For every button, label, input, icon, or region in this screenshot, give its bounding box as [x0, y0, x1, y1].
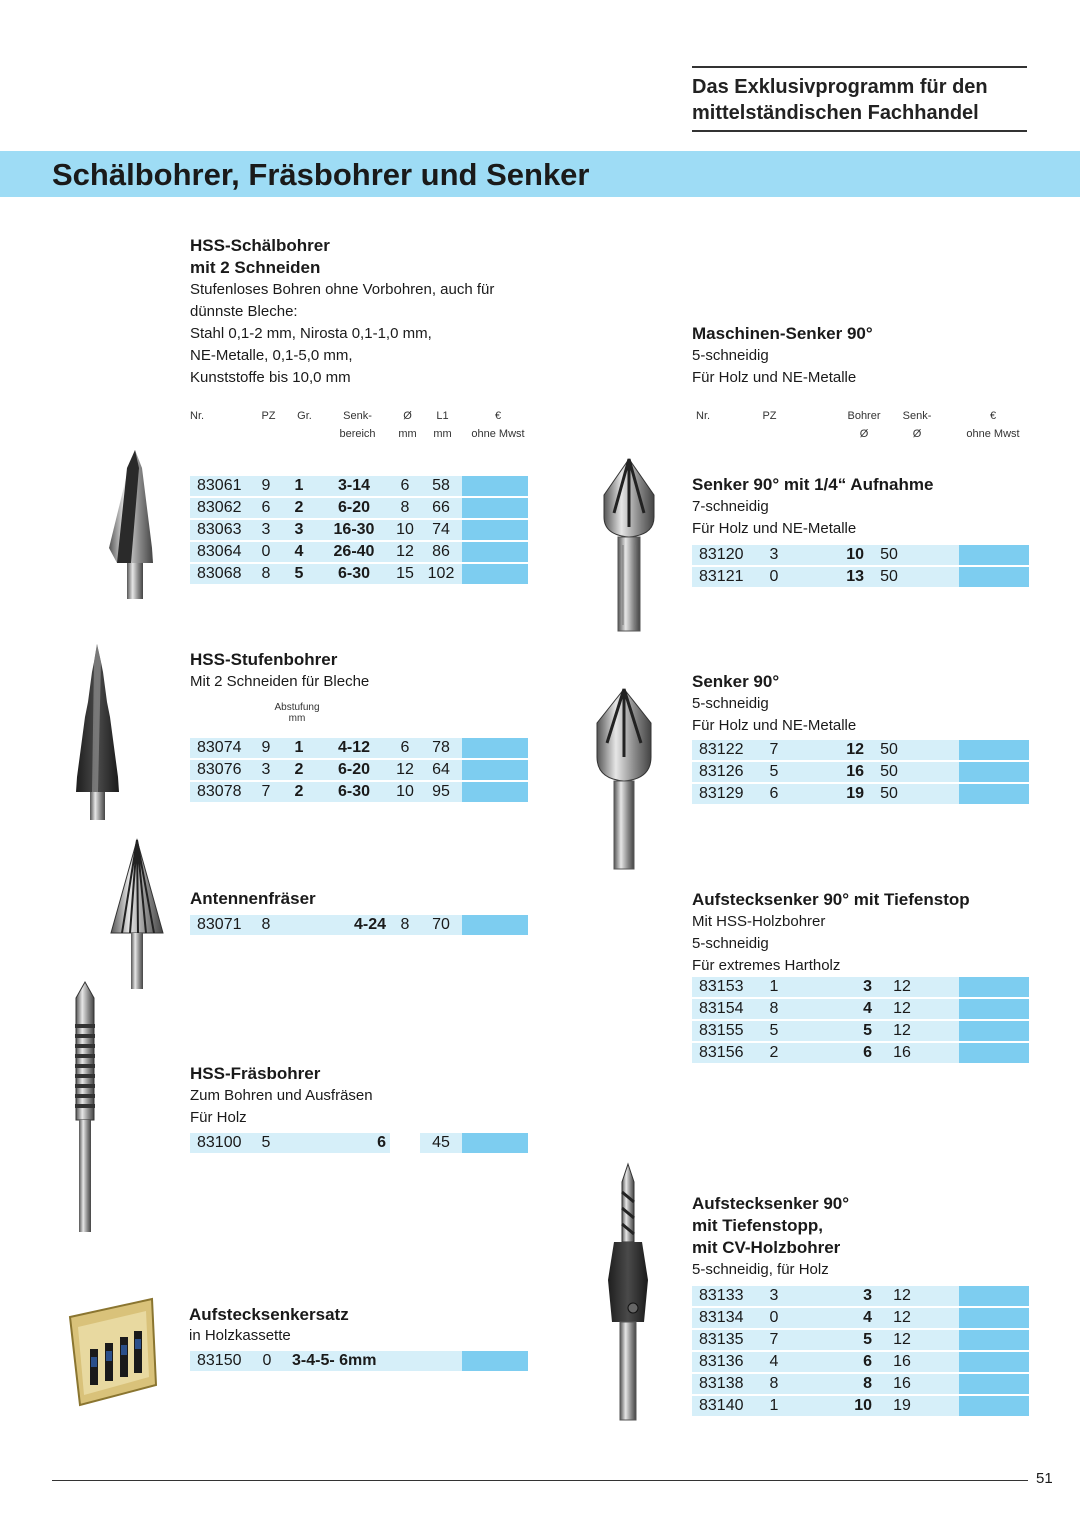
cell-diameter: [390, 1133, 420, 1153]
cell-pz: 5: [252, 1133, 280, 1153]
section-title: Aufstecksenkersatz: [189, 1305, 349, 1324]
cell-diameter: 6: [390, 738, 420, 758]
table-row: [692, 740, 1029, 760]
tagline-line-2: mittelständischen Fachhandel: [692, 102, 979, 124]
cell-price: [959, 740, 1029, 760]
table-row: [190, 760, 528, 780]
cell-pz: 8: [754, 1374, 794, 1394]
cell-empty: [932, 1043, 959, 1063]
desc-line: Mit HSS-Holzbohrer: [692, 913, 826, 930]
header-pz: PZ: [261, 410, 276, 422]
cell-senk-diameter: 16: [872, 1043, 932, 1063]
cell-range: 3-14: [318, 476, 390, 496]
cell-pz: 5: [754, 1021, 794, 1041]
cell-price: [959, 1021, 1029, 1041]
cell-range: 4-24: [318, 915, 390, 935]
footer-rule: [52, 1480, 1028, 1481]
section-fraesbohrer: [190, 1063, 530, 1129]
cell-diameter: 10: [390, 520, 420, 540]
cell-pz: 7: [754, 740, 794, 760]
table-row: [692, 999, 1029, 1019]
cell-length: 50: [864, 762, 914, 782]
table-row: [190, 1351, 528, 1371]
cell-range: 16-30: [318, 520, 390, 540]
cell-length: 50: [864, 545, 914, 565]
header-senk-bereich: bereich: [339, 428, 376, 440]
desc-line: Für extremes Hartholz: [692, 957, 841, 974]
cell-diameter: 10: [390, 782, 420, 802]
cell-length: 45: [420, 1133, 462, 1153]
cell-bohrer-diameter: 6: [794, 1352, 872, 1372]
desc-line: Stahl 0,1-2 mm, Nirosta 0,1-1,0 mm,: [190, 325, 432, 342]
cell-price: [959, 1396, 1029, 1416]
table-row: [190, 564, 528, 584]
senker90-image: [593, 687, 655, 872]
table-row: [692, 1396, 1029, 1416]
cell-bohrer-diameter: 8: [794, 1374, 872, 1394]
header-euro-note: ohne Mwst: [966, 428, 1020, 440]
cell-price: [462, 476, 528, 496]
cell-empty: [914, 762, 959, 782]
cell-length: 50: [864, 567, 914, 587]
cell-length: 86: [420, 542, 462, 562]
cell-empty: [932, 977, 959, 997]
cell-sizes: 3-4-5- 6mm: [282, 1351, 462, 1371]
cell-nr: 83062: [190, 498, 252, 518]
section-description: [692, 693, 1032, 737]
cell-gr: 2: [280, 782, 318, 802]
cell-empty: [932, 999, 959, 1019]
cell-pz: 3: [754, 545, 794, 565]
cell-nr: 83138: [692, 1374, 754, 1394]
cell-pz: 6: [252, 498, 280, 518]
cell-length: 70: [420, 915, 462, 935]
cell-bohrer-diameter: 3: [794, 1286, 872, 1306]
cell-gr: 2: [280, 760, 318, 780]
cell-pz: 9: [252, 738, 280, 758]
header-l1-unit: mm: [433, 428, 452, 440]
cell-price: [959, 977, 1029, 997]
cell-price: [462, 564, 528, 584]
cell-senk-diameter: 10: [794, 545, 864, 565]
section-cv-holzbohrer: [692, 1193, 1032, 1281]
cell-senk-diameter: 19: [794, 784, 864, 804]
page-number: 51: [1036, 1470, 1053, 1487]
desc-line: NE-Metalle, 0,1-5,0 mm,: [190, 347, 353, 364]
page-title: Schälbohrer, Fräsbohrer und Senker: [52, 157, 590, 192]
aufstecksenkersatz-image: [60, 1297, 160, 1407]
cell-empty: [914, 567, 959, 587]
section-title: [692, 1193, 1032, 1259]
cell-pz: 5: [754, 762, 794, 782]
section-title: Antennenfräser: [190, 889, 316, 908]
desc-line: 5-schneidig: [692, 695, 769, 712]
fraesbohrer-image: [70, 980, 100, 1235]
cell-length: 58: [420, 476, 462, 496]
cell-range: 6-20: [318, 498, 390, 518]
table-row: [692, 977, 1029, 997]
table-row: [190, 738, 528, 758]
table-aufstecksenkersatz: [190, 1349, 528, 1373]
cv-holzbohrer-image: [600, 1162, 658, 1424]
cell-length: 95: [420, 782, 462, 802]
cell-pz: 3: [252, 520, 280, 540]
cell-empty: [932, 1396, 959, 1416]
section-description: Mit 2 Schneiden für Bleche: [190, 673, 370, 690]
cell-gr: 1: [280, 476, 318, 496]
cell-nr: 83122: [692, 740, 754, 760]
cell-pz: 8: [252, 564, 280, 584]
table-tiefenstop: [692, 975, 1029, 1065]
cell-pz: 9: [252, 476, 280, 496]
cell-nr: 83134: [692, 1308, 754, 1328]
cell-price: [959, 1352, 1029, 1372]
section-tiefenstop: [692, 889, 1032, 977]
desc-line: dünnste Bleche:: [190, 303, 298, 320]
cell-price: [462, 1133, 528, 1153]
cell-pz: 3: [754, 1286, 794, 1306]
cell-nr: 83155: [692, 1021, 754, 1041]
cell-price: [462, 782, 528, 802]
cell-length: 50: [864, 784, 914, 804]
table-row: [692, 762, 1029, 782]
cell-nr: 83154: [692, 999, 754, 1019]
cell-nr: 83135: [692, 1330, 754, 1350]
cell-nr: 83064: [190, 542, 252, 562]
table-row: [692, 1330, 1029, 1350]
header-senk-diameter: Ø: [912, 428, 922, 440]
cell-pz: 2: [754, 1043, 794, 1063]
header-l1: L1: [436, 410, 449, 422]
desc-line: 5-schneidig: [692, 347, 769, 364]
cell-diameter: 8: [390, 498, 420, 518]
section-title: Senker 90°: [692, 672, 780, 691]
cell-nr: 83076: [190, 760, 252, 780]
table-senker90: [692, 738, 1029, 806]
cell-gr: 3: [280, 520, 318, 540]
cell-pz: 0: [252, 1351, 282, 1371]
cell-gr: 4: [280, 542, 318, 562]
cell-pz: 1: [754, 977, 794, 997]
cell-pz: 0: [754, 1308, 794, 1328]
cell-length: 102: [420, 564, 462, 584]
section-maschinen-senker: [692, 323, 1032, 389]
cell-pz: 1: [754, 1396, 794, 1416]
cell-nr: 83129: [692, 784, 754, 804]
cell-pz: 7: [252, 782, 280, 802]
section-title: Aufstecksenker 90° mit Tiefenstop: [692, 890, 970, 909]
cell-range: 4-12: [318, 738, 390, 758]
table-row: [190, 915, 528, 935]
cell-diameter: 15: [390, 564, 420, 584]
header-euro-note: ohne Mwst: [471, 428, 525, 440]
table-row: [692, 1308, 1029, 1328]
table-fraesbohrer: [190, 1131, 528, 1155]
header-euro: €: [989, 410, 997, 422]
section-description: [190, 1085, 530, 1129]
cell-diameter: 6: [390, 476, 420, 496]
senker-quarter-image: [600, 455, 658, 635]
cell-nr: 83068: [190, 564, 252, 584]
desc-line: Kunststoffe bis 10,0 mm: [190, 369, 351, 386]
cell-price: [462, 1351, 528, 1371]
cell-senk-diameter: 13: [794, 567, 864, 587]
cell-empty: [932, 1286, 959, 1306]
desc-line: Für Holz: [190, 1109, 247, 1126]
table-row: [692, 567, 1029, 587]
stufenbohrer-image: [70, 642, 125, 822]
table-row: [692, 784, 1029, 804]
section-senker90: [692, 671, 1032, 737]
header-gr: Gr.: [297, 410, 312, 422]
section-description: [692, 345, 1032, 389]
table-row: [692, 1043, 1029, 1063]
stufen-subheader: [262, 702, 332, 724]
cell-price: [959, 1374, 1029, 1394]
subheader-line: mm: [288, 713, 306, 724]
header-tagline: [692, 66, 1027, 132]
table-antennenfraeser: [190, 913, 528, 937]
cell-bohrer-diameter: 3: [794, 977, 872, 997]
cell-pz: 3: [252, 760, 280, 780]
cell-price: [959, 1330, 1029, 1350]
cell-senk-diameter: 12: [872, 1308, 932, 1328]
cell-pz: 7: [754, 1330, 794, 1350]
title-line: HSS-Schälbohrer: [190, 236, 330, 255]
cell-price: [959, 545, 1029, 565]
cell-bohrer-diameter: 10: [794, 1396, 872, 1416]
cell-price: [462, 542, 528, 562]
cell-nr: 83156: [692, 1043, 754, 1063]
cell-diameter: 8: [390, 915, 420, 935]
left-table-header: [190, 410, 530, 444]
title-line: mit 2 Schneiden: [190, 258, 321, 277]
cell-senk-diameter: 12: [794, 740, 864, 760]
header-diameter-unit: mm: [398, 428, 417, 440]
table-row: [692, 1374, 1029, 1394]
cell-senk-diameter: 12: [872, 977, 932, 997]
section-aufstecksenkersatz: [189, 1304, 529, 1346]
table-schaelbohrer: [190, 474, 528, 586]
cell-bohrer-diameter: 5: [794, 1021, 872, 1041]
title-line: mit Tiefenstopp,: [692, 1216, 823, 1235]
section-description: [692, 496, 1032, 540]
cell-price: [959, 1043, 1029, 1063]
table-row: [190, 542, 528, 562]
cell-diameter: 12: [390, 760, 420, 780]
title-line: mit CV-Holzbohrer: [692, 1238, 841, 1257]
cell-range: 6: [318, 1133, 390, 1153]
desc-line: Für Holz und NE-Metalle: [692, 369, 857, 386]
cell-diameter: 12: [390, 542, 420, 562]
section-description: [190, 279, 530, 389]
section-description: 5-schneidig, für Holz: [692, 1261, 829, 1278]
header-bohrer-diameter: Ø: [859, 428, 869, 440]
cell-bohrer-diameter: 4: [794, 999, 872, 1019]
cell-pz: 0: [252, 542, 280, 562]
subheader-line: Abstufung: [274, 702, 320, 713]
cell-price: [959, 1286, 1029, 1306]
cell-length: 74: [420, 520, 462, 540]
header-diameter: Ø: [403, 410, 412, 422]
table-row: [190, 476, 528, 496]
cell-nr: 83120: [692, 545, 754, 565]
section-schaelbohrer: [190, 235, 530, 389]
antennenfraeser-image: [108, 838, 166, 993]
cell-price: [959, 762, 1029, 782]
cell-senk-diameter: 19: [872, 1396, 932, 1416]
cell-nr: 83133: [692, 1286, 754, 1306]
cell-range: 6-30: [318, 782, 390, 802]
cell-nr: 83121: [692, 567, 754, 587]
tagline-line-1: Das Exklusivprogramm für den: [692, 76, 988, 98]
desc-line: Zum Bohren und Ausfräsen: [190, 1087, 373, 1104]
table-row: [692, 1352, 1029, 1372]
cell-senk-diameter: 12: [872, 1330, 932, 1350]
cell-price: [959, 567, 1029, 587]
cell-pz: 6: [754, 784, 794, 804]
cell-nr: 83074: [190, 738, 252, 758]
section-antennenfraeser: [190, 888, 530, 910]
header-pz: PZ: [762, 410, 777, 422]
desc-line: 7-schneidig: [692, 498, 769, 515]
section-description: [692, 911, 1032, 977]
header-nr: Nr.: [696, 410, 711, 422]
cell-price: [959, 999, 1029, 1019]
cell-senk-diameter: 12: [872, 999, 932, 1019]
table-row: [190, 498, 528, 518]
cell-price: [462, 760, 528, 780]
table-row: [190, 782, 528, 802]
cell-empty: [932, 1352, 959, 1372]
cell-gr: 1: [280, 738, 318, 758]
cell-nr: 83140: [692, 1396, 754, 1416]
cell-senk-diameter: 12: [872, 1021, 932, 1041]
cell-empty: [932, 1308, 959, 1328]
cell-gr: [280, 915, 318, 935]
desc-line: Für Holz und NE-Metalle: [692, 520, 857, 537]
cell-nr: 83071: [190, 915, 252, 935]
cell-bohrer-diameter: 5: [794, 1330, 872, 1350]
cell-nr: 83150: [190, 1351, 252, 1371]
cell-pz: 4: [754, 1352, 794, 1372]
table-row: [692, 545, 1029, 565]
cell-bohrer-diameter: 6: [794, 1043, 872, 1063]
cell-pz: 8: [754, 999, 794, 1019]
section-stufenbohrer: [190, 649, 530, 693]
schaelbohrer-image: [105, 448, 165, 603]
cell-nr: 83061: [190, 476, 252, 496]
section-title: HSS-Stufenbohrer: [190, 650, 338, 669]
right-table-header: [692, 410, 1032, 444]
cell-nr: 83126: [692, 762, 754, 782]
cell-range: 6-20: [318, 760, 390, 780]
header-nr: Nr.: [190, 410, 205, 422]
desc-line: 5-schneidig: [692, 935, 769, 952]
desc-line: Für Holz und NE-Metalle: [692, 717, 857, 734]
table-row: [692, 1286, 1029, 1306]
cell-nr: 83100: [190, 1133, 252, 1153]
cell-length: 64: [420, 760, 462, 780]
cell-empty: [914, 545, 959, 565]
cell-gr: 5: [280, 564, 318, 584]
cell-senk-diameter: 16: [794, 762, 864, 782]
cell-price: [959, 1308, 1029, 1328]
cell-price: [462, 738, 528, 758]
table-stufenbohrer: [190, 736, 528, 804]
section-description: in Holzkassette: [189, 1327, 291, 1344]
header-bohrer: Bohrer: [847, 410, 881, 422]
table-cv-holzbohrer: [692, 1284, 1029, 1418]
title-banner: [0, 151, 1080, 197]
cell-price: [462, 520, 528, 540]
title-line: Aufstecksenker 90°: [692, 1194, 850, 1213]
cell-senk-diameter: 12: [872, 1286, 932, 1306]
cell-empty: [932, 1021, 959, 1041]
cell-nr: 83078: [190, 782, 252, 802]
cell-price: [959, 784, 1029, 804]
cell-pz: 8: [252, 915, 280, 935]
cell-gr: [280, 1133, 318, 1153]
cell-price: [462, 498, 528, 518]
cell-empty: [932, 1330, 959, 1350]
cell-length: 50: [864, 740, 914, 760]
cell-empty: [914, 784, 959, 804]
section-title: Maschinen-Senker 90°: [692, 324, 873, 343]
cell-empty: [914, 740, 959, 760]
cell-bohrer-diameter: 4: [794, 1308, 872, 1328]
cell-empty: [932, 1374, 959, 1394]
cell-pz: 0: [754, 567, 794, 587]
table-row: [190, 520, 528, 540]
cell-price: [462, 915, 528, 935]
header-euro: €: [494, 410, 502, 422]
cell-range: 26-40: [318, 542, 390, 562]
cell-senk-diameter: 16: [872, 1374, 932, 1394]
cell-range: 6-30: [318, 564, 390, 584]
header-senk: Senk-: [343, 410, 372, 422]
section-senker-quarter: [692, 474, 1032, 540]
cell-length: 66: [420, 498, 462, 518]
section-title: Senker 90° mit 1/4“ Aufnahme: [692, 475, 934, 494]
table-row: [692, 1021, 1029, 1041]
cell-gr: 2: [280, 498, 318, 518]
cell-nr: 83063: [190, 520, 252, 540]
desc-line: Stufenloses Bohren ohne Vorbohren, auch für: [190, 281, 495, 298]
cell-length: 78: [420, 738, 462, 758]
cell-senk-diameter: 16: [872, 1352, 932, 1372]
section-title: HSS-Fräsbohrer: [190, 1064, 321, 1083]
cell-nr: 83153: [692, 977, 754, 997]
section-title: [190, 235, 530, 279]
table-senker-quarter: [692, 543, 1029, 589]
table-row: [190, 1133, 528, 1153]
header-senk: Senk-: [902, 410, 932, 422]
cell-nr: 83136: [692, 1352, 754, 1372]
